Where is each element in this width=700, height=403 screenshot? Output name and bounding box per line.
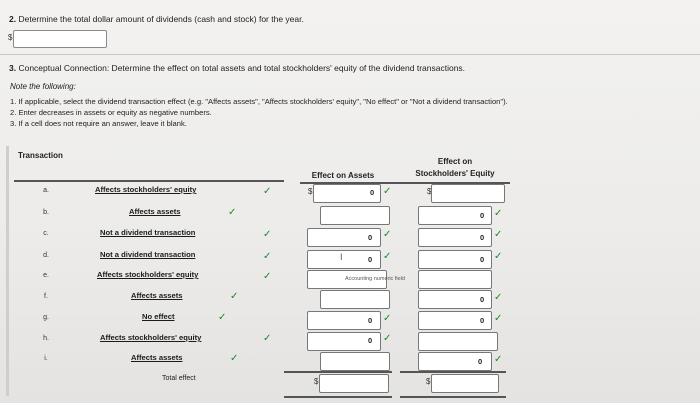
- row-e-check-icon: ✓: [263, 271, 272, 282]
- row-i-check-icon: ✓: [230, 353, 239, 364]
- header-transaction: Transaction: [18, 151, 63, 160]
- instruction-3: 3. If a cell does not require an answer, leave it blank.: [10, 119, 187, 128]
- row-a-label: a.: [43, 187, 49, 194]
- row-g-assets-value: 0: [368, 316, 373, 325]
- row-c-equity-check-icon: ✓: [494, 229, 503, 240]
- row-i-effect-select[interactable]: Affects assets: [131, 353, 183, 362]
- row-h-effect-select[interactable]: Affects stockholders' equity: [100, 333, 202, 342]
- question-2: [9, 14, 304, 24]
- instruction-1: 1. If applicable, select the dividend transaction effect (e.g. "Affects assets", "Affects stockholders' equity", "No effect" or "Not a dividend transaction").: [10, 97, 508, 106]
- total-equity-input[interactable]: [431, 374, 499, 393]
- row-g-equity-value: 0: [480, 316, 485, 325]
- row-c-assets-value: 0: [368, 233, 373, 242]
- row-f-check-icon: ✓: [230, 291, 239, 302]
- row-a-equity-input[interactable]: [431, 184, 505, 203]
- header-effect-on-equity: [400, 156, 510, 180]
- row-h-check-icon: ✓: [263, 333, 272, 344]
- row-g-effect-select[interactable]: No effect: [142, 312, 175, 321]
- row-d-effect-select[interactable]: Not a dividend transaction: [100, 250, 196, 259]
- row-h-assets-check-icon: ✓: [383, 333, 392, 344]
- row-i-label: i.: [44, 355, 48, 362]
- instruction-2: 2. Enter decreases in assets or equity as negative numbers.: [10, 108, 212, 117]
- total-rule-equity: [400, 371, 506, 373]
- row-i-equity-value: 0: [478, 357, 483, 366]
- total-assets-input[interactable]: [319, 374, 389, 393]
- row-e-equity-input[interactable]: [418, 270, 492, 289]
- row-a-effect-select[interactable]: Affects stockholders' equity: [95, 185, 197, 194]
- row-i-equity-check-icon: ✓: [494, 354, 503, 365]
- row-e-effect-select[interactable]: Affects stockholders' equity: [97, 270, 199, 279]
- row-d-check-icon: ✓: [263, 251, 272, 262]
- double-rule-equity: [400, 396, 506, 398]
- row-i-assets-input[interactable]: [320, 352, 390, 371]
- header-rule-left: [14, 180, 284, 182]
- row-f-equity-value: 0: [480, 295, 485, 304]
- row-b-label: b.: [43, 209, 49, 216]
- instructions-list: [10, 96, 508, 129]
- total-assets-currency: $: [314, 377, 319, 386]
- double-rule-assets: [284, 396, 392, 398]
- header-equity-line2: Stockholders' Equity: [415, 169, 495, 178]
- note-heading: Note the following:: [10, 82, 76, 91]
- total-dividends-currency: $: [8, 33, 13, 42]
- question-2-text: Determine the total dollar amount of dividends (cash and stock) for the year.: [18, 14, 304, 24]
- total-effect-label: Total effect: [162, 375, 196, 382]
- row-g-equity-check-icon: ✓: [494, 313, 503, 324]
- row-f-assets-input[interactable]: [320, 290, 390, 309]
- row-a-equity-currency: $: [427, 187, 432, 196]
- row-d-equity-value: 0: [480, 255, 485, 264]
- row-b-equity-value: 0: [480, 211, 485, 220]
- question-3: [9, 63, 465, 73]
- row-d-equity-check-icon: ✓: [494, 251, 503, 262]
- row-e-label: e.: [43, 272, 49, 279]
- question-2-number: 2.: [9, 14, 17, 24]
- panel-edge: [6, 146, 9, 396]
- row-c-effect-select[interactable]: Not a dividend transaction: [100, 228, 196, 237]
- row-c-equity-value: 0: [480, 233, 485, 242]
- row-b-check-icon: ✓: [228, 207, 237, 218]
- header-effect-on-assets: Effect on Assets: [311, 171, 375, 180]
- row-c-assets-check-icon: ✓: [383, 229, 392, 240]
- row-g-assets-check-icon: ✓: [383, 313, 392, 324]
- row-d-label: d.: [43, 252, 49, 259]
- row-d-assets-value: 0: [368, 255, 373, 264]
- row-h-equity-input[interactable]: [418, 332, 498, 351]
- header-equity-line1: Effect on: [437, 157, 473, 166]
- text-cursor-icon: I: [340, 252, 343, 262]
- row-h-assets-value: 0: [368, 336, 373, 345]
- row-a-assets-value: 0: [370, 188, 375, 197]
- row-a-assets-currency: $: [308, 187, 313, 196]
- row-h-label: h.: [43, 335, 49, 342]
- row-b-assets-input[interactable]: [320, 206, 390, 225]
- row-f-equity-check-icon: ✓: [494, 292, 503, 303]
- row-d-assets-check-icon: ✓: [383, 251, 392, 262]
- row-f-label: f.: [44, 293, 48, 300]
- row-f-effect-select[interactable]: Affects assets: [131, 291, 183, 300]
- question-3-text: Conceptual Connection: Determine the effect on total assets and total stockholders' equity of the dividend transactions.: [18, 63, 466, 73]
- total-equity-currency: $: [426, 377, 431, 386]
- row-c-check-icon: ✓: [263, 229, 272, 240]
- row-b-effect-select[interactable]: Affects assets: [129, 207, 181, 216]
- row-c-label: c.: [43, 230, 49, 237]
- row-a-check-icon: ✓: [263, 186, 272, 197]
- row-a-assets-check-icon: ✓: [383, 186, 392, 197]
- total-dividends-input[interactable]: [13, 30, 107, 48]
- section-divider: [0, 54, 700, 55]
- row-g-check-icon: ✓: [218, 312, 227, 323]
- total-rule-assets: [284, 371, 392, 373]
- accounting-numeric-field-tooltip: Accounting numeric field: [345, 276, 405, 282]
- row-g-label: g.: [43, 314, 49, 321]
- row-b-equity-check-icon: ✓: [494, 208, 503, 219]
- question-3-number: 3.: [9, 63, 17, 73]
